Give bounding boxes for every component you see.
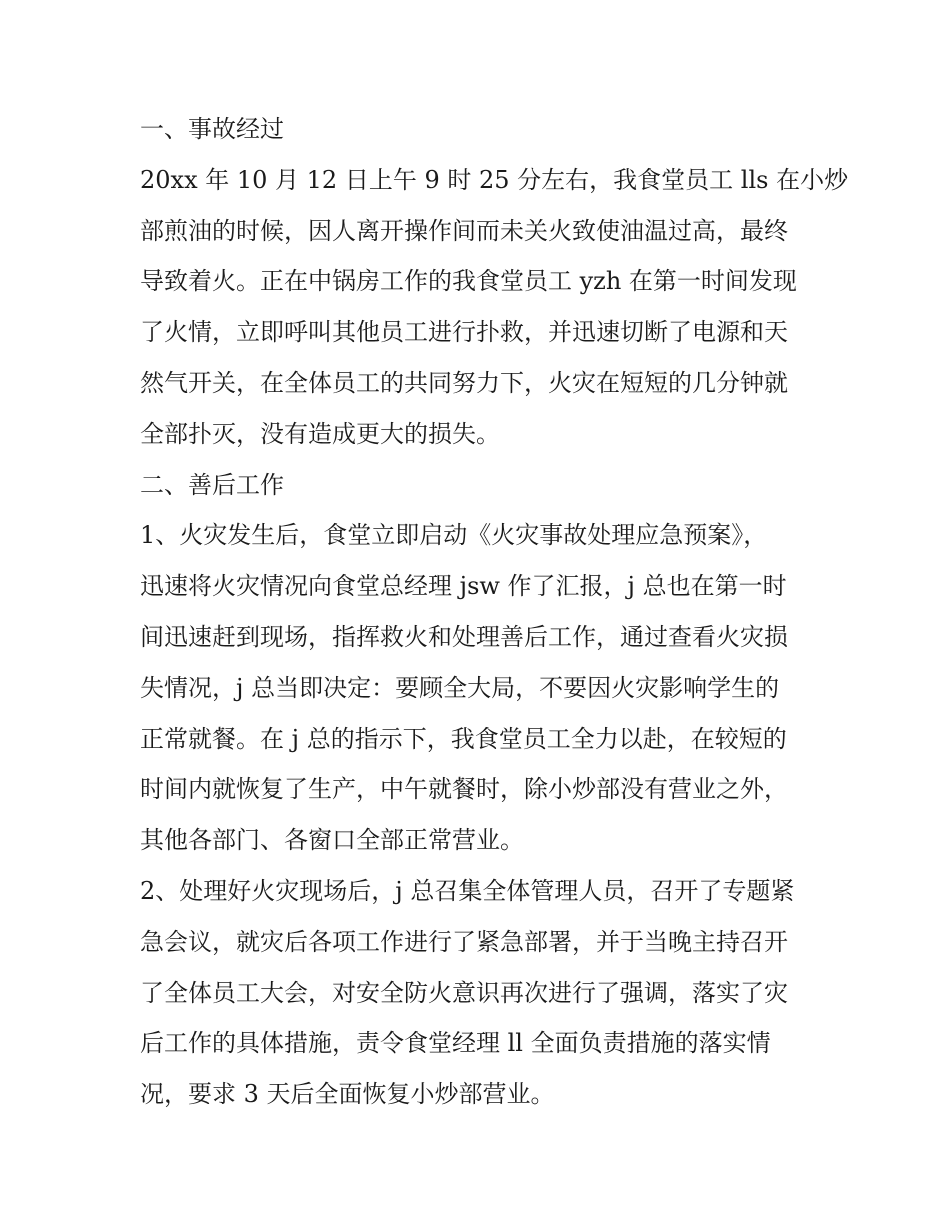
section-heading-accident: 一、事故经过 xyxy=(140,115,284,143)
paragraph-line: 迅速将火灾情况向食堂总经理 jsw 作了汇报，j 总也在第一时 xyxy=(140,572,787,601)
paragraph-line: 况，要求 3 天后全面恢复小炒部营业。 xyxy=(140,1080,555,1109)
paragraph-line: 了全体员工大会，对安全防火意识再次进行了强调，落实了灾 xyxy=(140,978,788,1007)
paragraph-line: 急会议，就灾后各项工作进行了紧急部署，并于当晚主持召开 xyxy=(140,927,788,956)
paragraph-line: 后工作的具体措施，责令食堂经理 ll 全面负责措施的落实情 xyxy=(140,1029,771,1058)
paragraph-line: 20xx 年 10 月 12 日上午 9 时 25 分左右，我食堂员工 lls 在小炒 xyxy=(140,165,849,194)
paragraph-line: 1、火灾发生后，食堂立即启动《火灾事故处理应急预案》， xyxy=(140,521,768,550)
document-body xyxy=(140,104,849,1120)
section-heading-aftermath: 二、善后工作 xyxy=(140,470,284,499)
paragraph-line: 部煎油的时候，因人离开操作间而未关火致使油温过高，最终 xyxy=(140,216,788,245)
paragraph-line: 了火情，立即呼叫其他员工进行扑救，并迅速切断了电源和天 xyxy=(140,318,788,347)
paragraph-line: 间迅速赶到现场，指挥救火和处理善后工作，通过查看火灾损 xyxy=(140,622,788,651)
paragraph-line: 然气开关，在全体员工的共同努力下，火灾在短短的几分钟就 xyxy=(140,368,788,397)
paragraph-line: 2、处理好火灾现场后，j 总召集全体管理人员，召开了专题紧 xyxy=(140,876,795,905)
paragraph-line: 时间内就恢复了生产，中午就餐时，除小炒部没有营业之外， xyxy=(140,775,788,804)
paragraph-line: 失情况，j 总当即决定：要顾全大局，不要因火灾影响学生的 xyxy=(140,673,780,702)
paragraph-line: 其他各部门、各窗口全部正常营业。 xyxy=(140,826,524,855)
paragraph-line: 导致着火。正在中锅房工作的我食堂员工 yzh 在第一时间发现 xyxy=(140,267,797,296)
paragraph-line: 全部扑灭，没有造成更大的损失。 xyxy=(140,419,500,448)
paragraph-line: 正常就餐。在 j 总的指示下，我食堂员工全力以赴，在较短的 xyxy=(140,724,787,753)
